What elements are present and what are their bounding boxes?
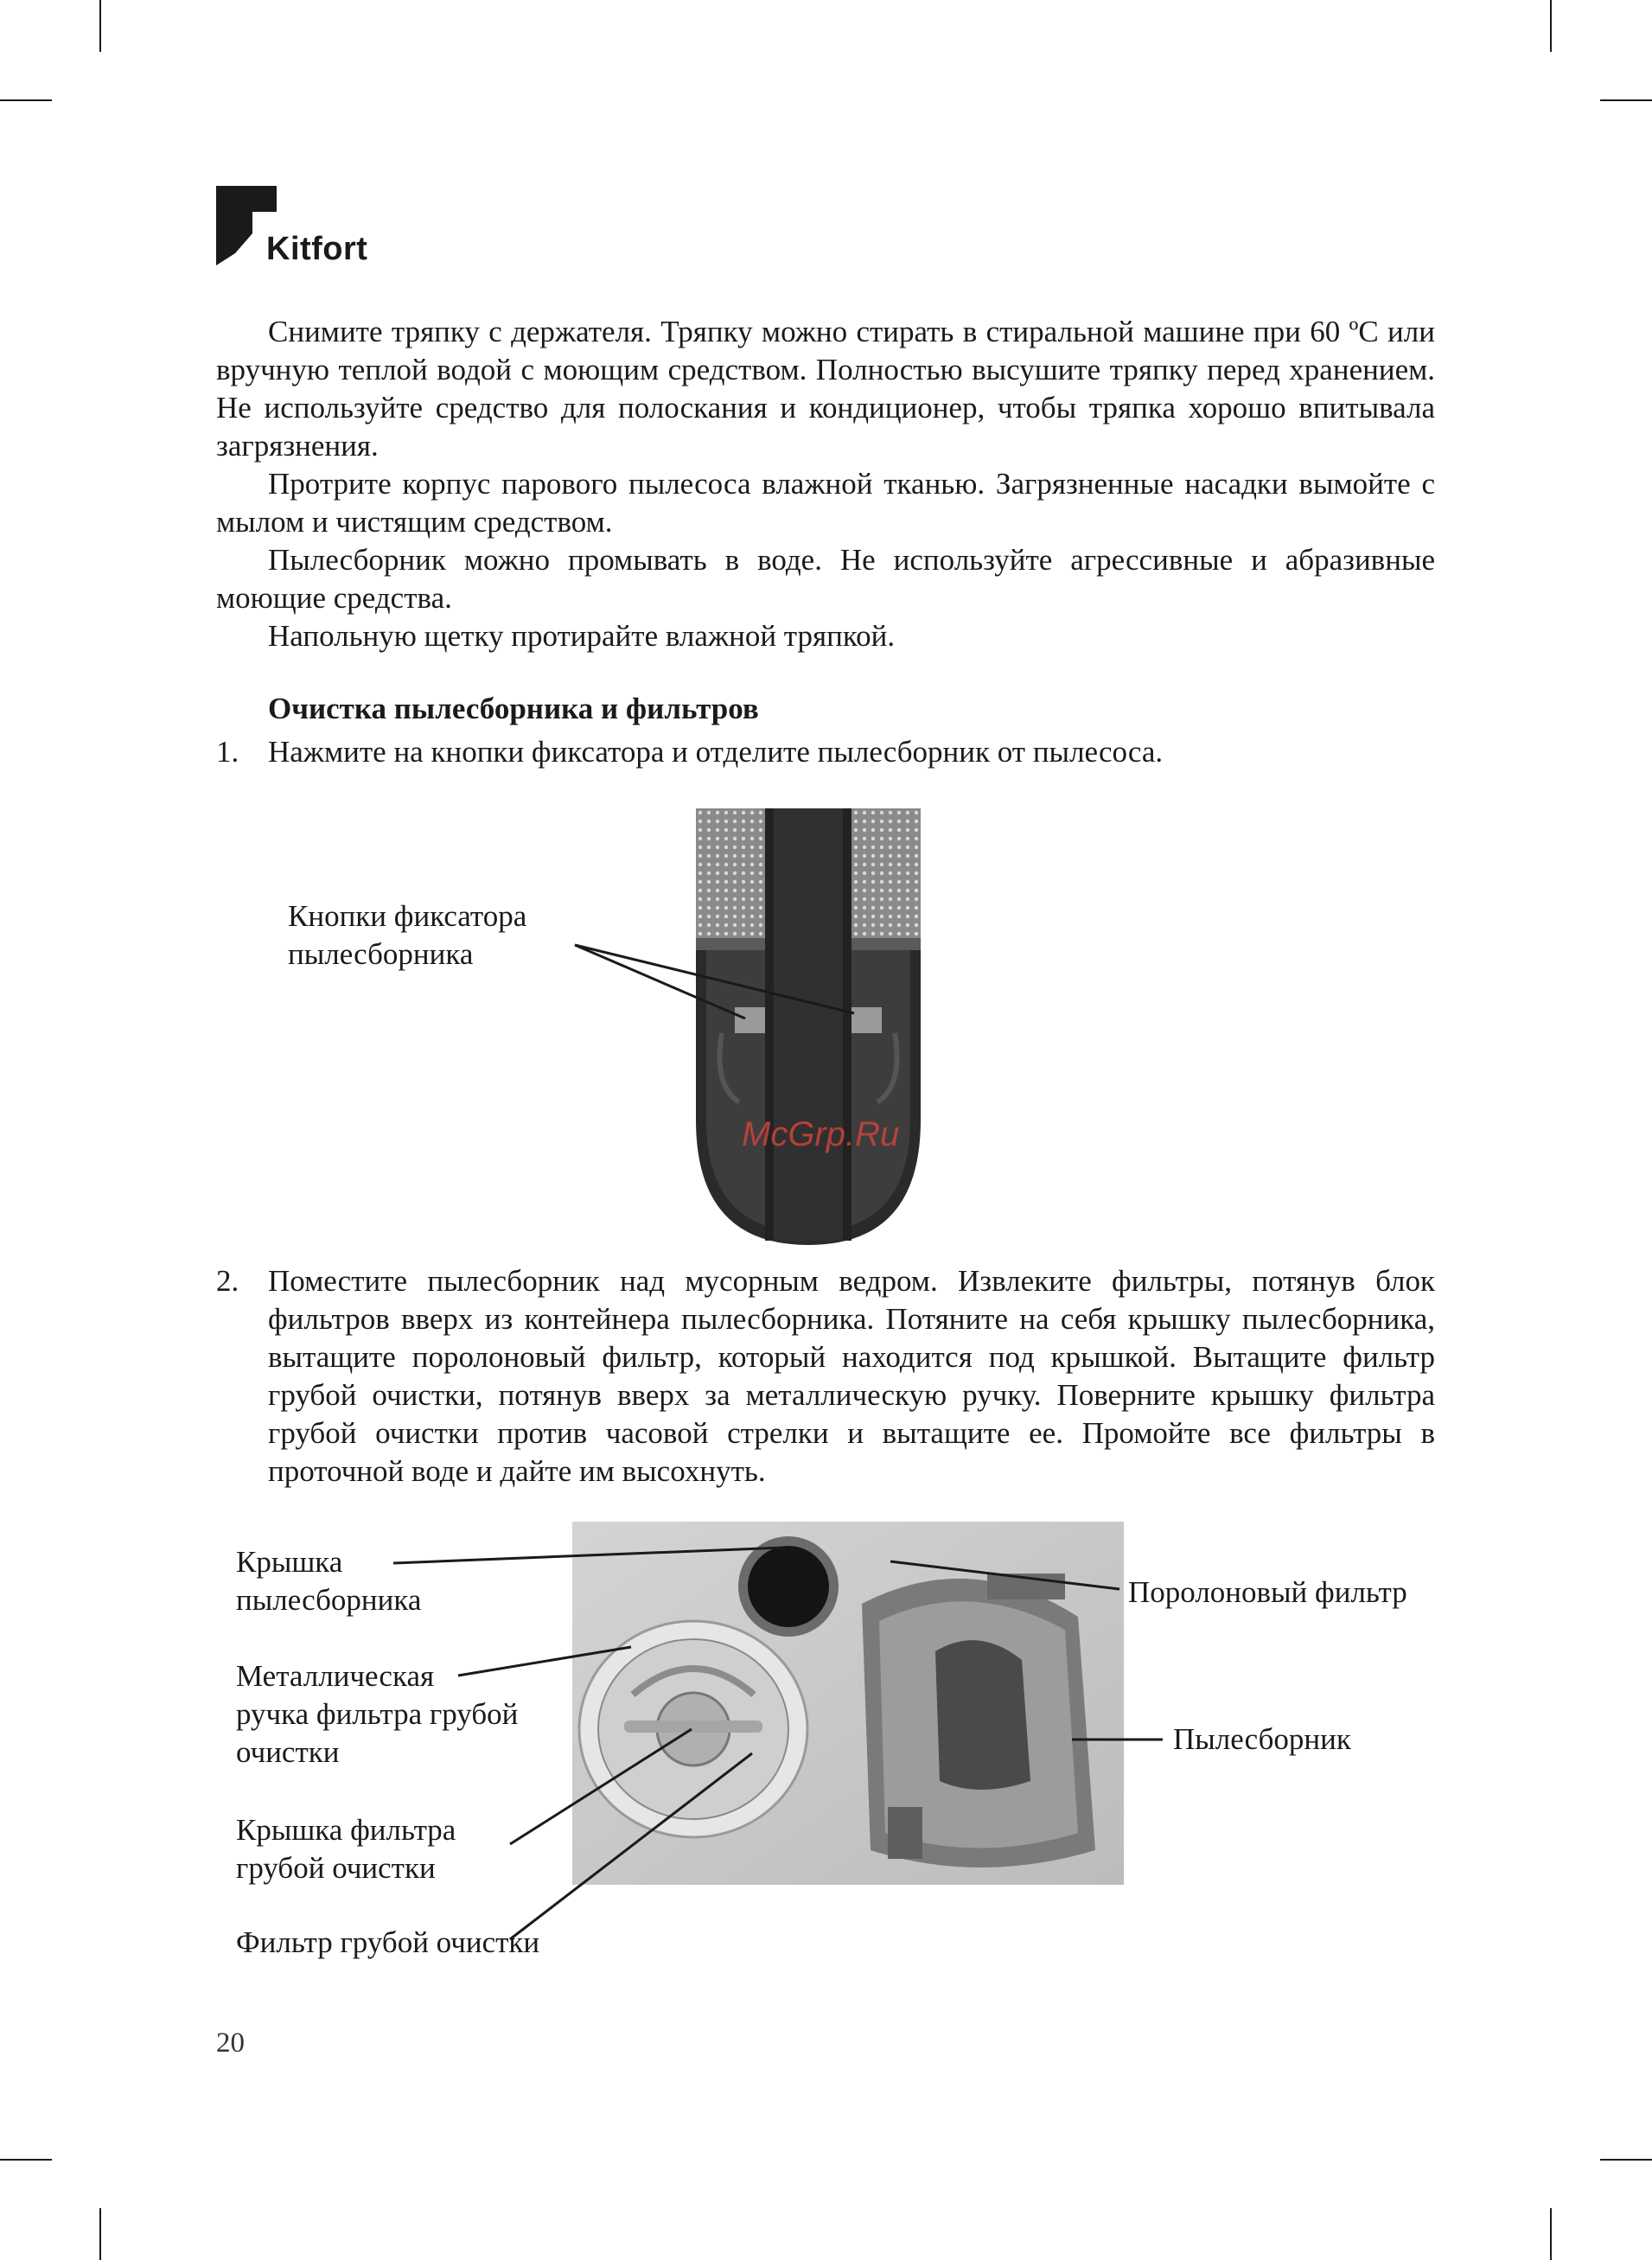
step-number: 1. xyxy=(216,735,239,769)
label-line: Металлическая xyxy=(236,1659,435,1693)
paragraph: Снимите тряпку с держателя. Тряпку можно стирать в стиральной машине при 60 ºС или вручную теплой водой с моющим средством. Полностью высушите тряпку перед хранением. Не используйте средство для полоскания и кондиционер, чтобы тряпка хорошо впитывала загрязнения. xyxy=(216,315,1435,463)
step-text: Поместите пылесборник над мусорным ведром. Извлеките фильтры, потянув блок фильтров вверх из контейнера пылесборника. Потяните на себя крышку пылесборника, вытащите поролоновый фильтр, который находится под крышкой. Вытащите фильтр грубой очистки, потянув вверх за металлическую ручку. Поверните крышку фильтра грубой очистки против часовой стрелки и вытащите ее. Промойте все фильтры в проточной воде и дайте им высохнуть. xyxy=(268,1264,1435,1488)
label-line: Кнопки фиксатора xyxy=(288,899,527,933)
label-line: пылесборника xyxy=(288,937,474,971)
coarse-filter-label: Фильтр грубой очистки xyxy=(236,1925,540,1959)
label-line: Крышка xyxy=(236,1545,343,1579)
section-title: Очистка пылесборника и фильтров xyxy=(268,692,759,725)
label-line: ручка фильтра грубой xyxy=(236,1697,519,1731)
brand-name: Kitfort xyxy=(266,231,368,267)
label-line: очистки xyxy=(236,1735,340,1769)
paragraph: Пылесборник можно промывать в воде. Не используйте агрессивные и абразивные моющие средства. xyxy=(216,543,1435,615)
paragraph: Протрите корпус парового пылесоса влажной тканью. Загрязненные насадки вымойте с мылом и чистящим средством. xyxy=(216,467,1435,539)
step-number: 2. xyxy=(216,1264,239,1298)
paragraph: Напольную щетку протирайте влажной тряпкой. xyxy=(268,619,896,653)
label-line: грубой очистки xyxy=(236,1851,436,1885)
label-line: пылесборника xyxy=(236,1583,422,1617)
step-text: Нажмите на кнопки фиксатора и отделите пылесборник от пылесоса. xyxy=(268,735,1164,769)
watermark: McGrp.Ru xyxy=(742,1115,900,1153)
foam-filter-label: Поролоновый фильтр xyxy=(1128,1575,1407,1609)
page-number: 20 xyxy=(216,2027,245,2059)
dust-container-label: Пылесборник xyxy=(1173,1722,1351,1756)
label-line: Крышка фильтра xyxy=(236,1813,456,1847)
